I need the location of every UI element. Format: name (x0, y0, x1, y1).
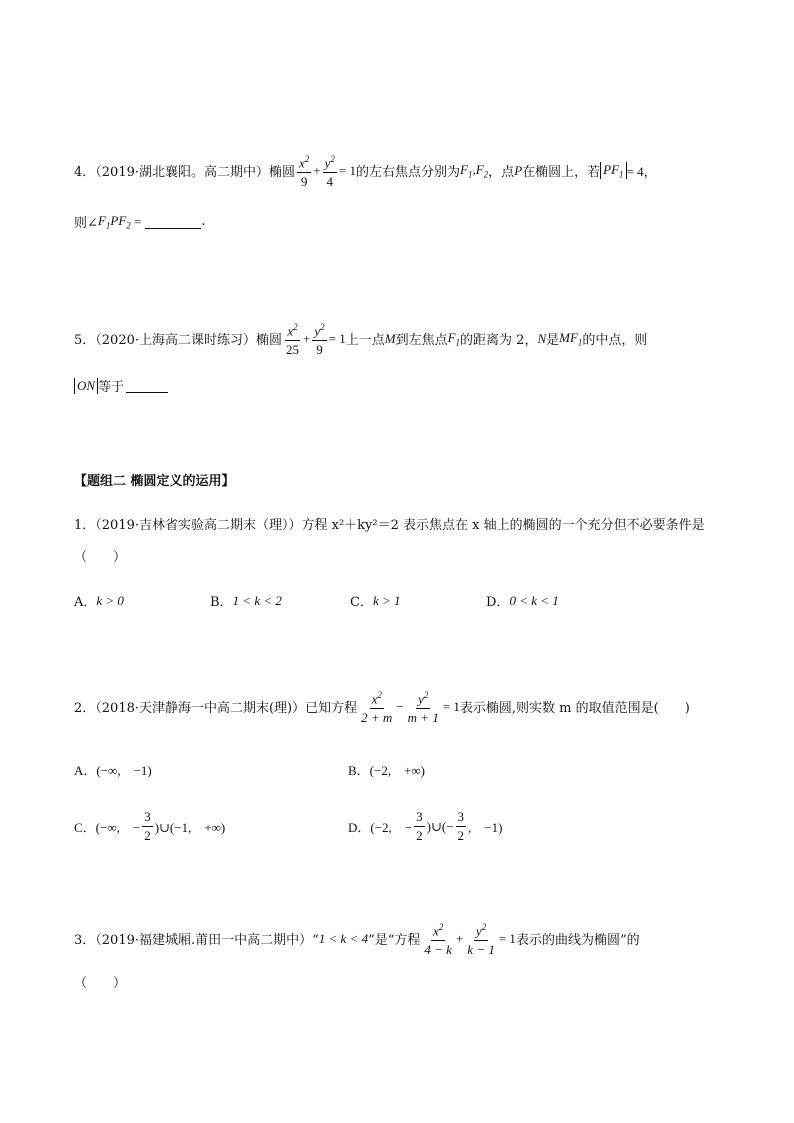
p2-line1: 2．（2018·天津静海一中高二期末(理)）已知方程 $\frac{x^2}{2 + m}$ − $\frac{y^2}{m + 1}$ = 1 表示椭圆,则实数 m 的取值范围是( ) (74, 686, 690, 727)
q4-frac-y: $\frac{y^2}{4}$ (323, 150, 337, 191)
q5-answer-blank[interactable] (126, 378, 168, 393)
q4-frac-x: $\frac{x^2}{9}$ (297, 150, 311, 191)
p3-line2: （ ） (74, 976, 127, 991)
p2-option-b[interactable]: B．(−2, +∞) (348, 763, 426, 778)
q4-abs-pf: $PF_1$ (600, 162, 626, 180)
p1-option-b[interactable]: B． 1 < k < 2 (210, 592, 282, 610)
q5-frac-x: $\frac{x^2}{25}$ (284, 318, 301, 359)
p2-frac-x: $\frac{x^2}{2 + m}$ (359, 686, 394, 727)
p1-option-d[interactable]: D． 0 < k < 1 (486, 592, 559, 610)
q5-line1: 5．（2020·上海高二课时练习）椭圆 $\frac{x^2}{25}$ + $\frac{y^2}{9}$ = 1 上一点 M 到左焦点 $F_1$ 的距离为 2， N 是 $MF_1$ 的中点，则 (74, 318, 647, 359)
q4-answer-blank[interactable] (145, 214, 201, 229)
q4-line2: 则∠ $F_1PF_2$ = . (74, 212, 206, 231)
p1-option-c[interactable]: C． k > 1 (350, 592, 401, 610)
p3-frac-y: $\frac{y^2}{k - 1}$ (465, 918, 497, 959)
q4-prefix: 4．（2019·湖北襄阳。高二期中）椭圆 (74, 165, 295, 181)
p3-frac-x: $\frac{x^2}{4 - k}$ (422, 918, 454, 959)
q4-text: 的左右焦点分别为 (356, 165, 461, 181)
q4-line1: 4．（2019·湖北襄阳。高二期中）椭圆 $\frac{x^2}{9}$ + $\frac{y^2}{4}$ = 1 的左右焦点分别为 $F_1,F_2$ ，点 P 在椭圆上，若 $PF_1$ = 4， (74, 150, 657, 191)
p2-option-d[interactable]: D．(−2, − $\frac{3}{2}$ )∪(− $\frac{3}{2}$ , −1) (348, 809, 503, 843)
q5-line2: ON 等于 (74, 376, 168, 395)
p2-option-a[interactable]: A．(−∞, −1) (74, 763, 152, 778)
p1-line2: （ ） (74, 550, 127, 565)
p3-line1: 3．（2019·福建城厢.莆田一中高二期中）“ 1 < k < 4 ”是“方程 $\frac{x^2}{4 - k}$ + $\frac{y^2}{k - 1}$ = 1 表示的曲线为椭圆”的 (74, 918, 640, 959)
q5-frac-y: $\frac{y^2}{9}$ (312, 318, 326, 359)
p1-line1: 1．（2019·吉林省实验高二期末（理））方程 x²＋ky²＝2 表示焦点在 x 轴上的椭圆的一个充分但不必要条件是 (74, 518, 705, 533)
p1-option-a[interactable]: A． k > 0 (74, 592, 124, 610)
p2-frac-y: $\frac{y^2}{m + 1}$ (406, 686, 441, 727)
p2-option-c[interactable]: C．(−∞, − $\frac{3}{2}$ )∪(−1, +∞) (74, 809, 226, 843)
group2-title: 【题组二 椭圆定义的运用】 (74, 474, 235, 489)
